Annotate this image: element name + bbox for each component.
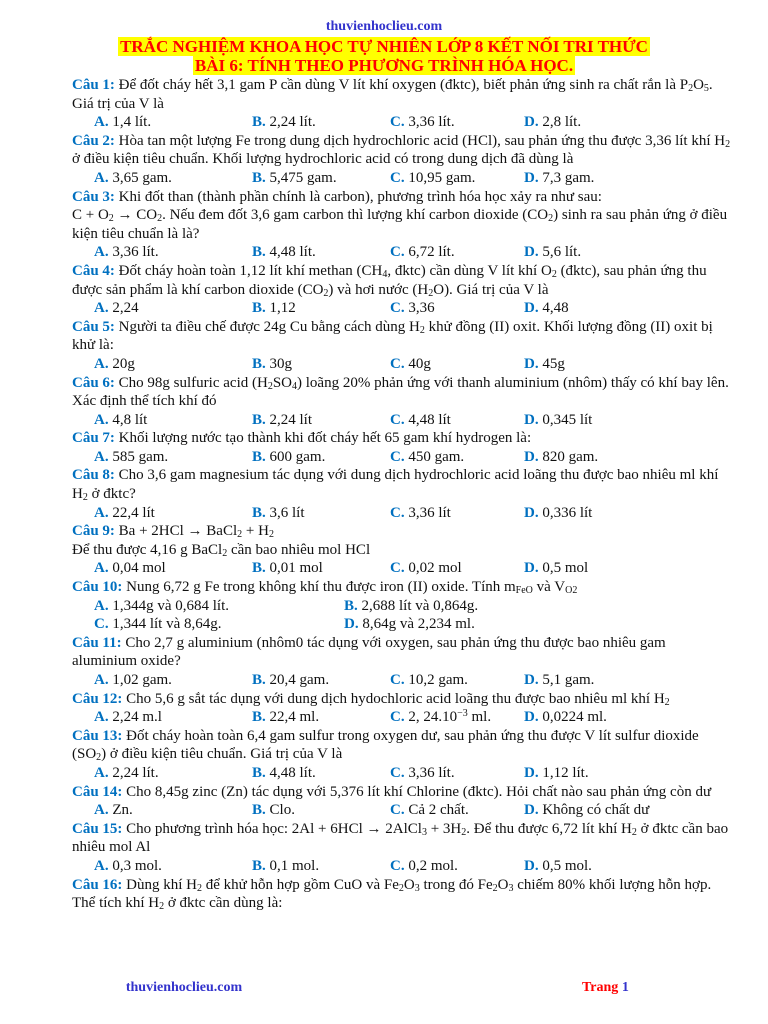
option-text: 0,04 mol: [108, 560, 166, 577]
lesson-title: BÀI 6: TÍNH THEO PHƯƠNG TRÌNH HÓA HỌC.: [194, 56, 574, 75]
answer-option[interactable]: [252, 857, 319, 876]
answer-option[interactable]: [252, 169, 337, 188]
question-label: Câu 9:: [72, 523, 115, 540]
answer-option[interactable]: [252, 801, 295, 820]
answer-option[interactable]: [524, 243, 581, 262]
option-row: [72, 113, 732, 132]
option-row: [72, 801, 732, 820]
option-text: 4,8 lít: [108, 411, 148, 428]
question-list: [72, 76, 732, 913]
question-text: Người ta điều chế được 24g Cu bằng cách dùng $H_2$ khử đồng (II) oxit. Khối lượng đồng (II) oxit bị khử là:: [72, 318, 713, 354]
option-text: 1,4 lít.: [108, 114, 152, 131]
question-label: Câu 11:: [72, 634, 122, 651]
question-text: Cho phương trình hóa học: 2Al + 6HCl → 2AlCl$_3$ + $3H_2$. Để thu được 6,72 lít khí $H_2$ ở đktc cần bao nhiêu mol Al: [72, 820, 729, 856]
question-label: Câu 16:: [72, 876, 123, 893]
option-text: 3,36 lít.: [404, 764, 455, 781]
question-label: Câu 15:: [72, 820, 123, 837]
option-text: 5,6 lít.: [538, 244, 582, 261]
question-item: [72, 188, 732, 244]
option-text: 10,2 gam.: [404, 672, 468, 688]
option-letter: C.: [390, 764, 405, 781]
page-number: Trang 1: [582, 980, 629, 995]
option-text: 1,344g và 0,684 lít.: [108, 597, 230, 614]
option-letter: C.: [390, 504, 405, 521]
option-row: [72, 857, 732, 876]
page-title: TRẮC NGHIỆM KHOA HỌC TỰ NHIÊN LỚP 8 KẾT NỐI TRI THỨC: [120, 37, 648, 56]
question-label: Câu 3:: [72, 188, 115, 205]
answer-option[interactable]: [252, 113, 316, 132]
answer-option[interactable]: [390, 559, 462, 578]
question-label: Câu 5:: [72, 318, 115, 335]
option-text: 0,02 mol: [404, 560, 462, 577]
option-text: 2,24: [108, 300, 139, 317]
option-letter: B.: [252, 672, 266, 688]
option-letter: D.: [524, 114, 539, 131]
answer-option[interactable]: [390, 764, 455, 783]
question-text: Đốt cháy hoàn toàn 6,4 gam sulfur trong oxygen dư, sau phản ứng thu được V lít sulfur dioxide $(SO_2)$ ở điều kiện tiêu chuẩn. Giá trị của V là: [72, 727, 699, 764]
option-letter: A.: [94, 448, 109, 465]
option-letter: D.: [524, 504, 539, 521]
option-text: 5,475 gam.: [265, 169, 337, 186]
option-text: 3,36 lít: [404, 504, 451, 521]
option-row: [72, 448, 732, 467]
answer-option[interactable]: [252, 708, 319, 727]
answer-option[interactable]: [524, 113, 581, 132]
option-row: [72, 597, 732, 616]
question-text: Khi đốt than (thành phần chính là carbon), phương trình hóa học xảy ra như sau:: [114, 188, 602, 205]
option-letter: B.: [252, 300, 266, 317]
option-text: 3,65 gam.: [108, 169, 172, 186]
question-item: [72, 429, 732, 448]
question-item: [72, 690, 732, 709]
option-text: 1,344 lít và 8,64g.: [108, 616, 222, 633]
question-label: Câu 4:: [72, 262, 115, 279]
question-item: [72, 634, 732, 671]
option-text: 4,48: [538, 300, 569, 317]
answer-option[interactable]: [390, 671, 468, 690]
question-text: Cho 5,6 g sắt tác dụng với dung dịch hydochloric acid loãng thu được bao nhiêu ml khí $H_2$: [122, 690, 670, 708]
option-letter: D.: [524, 560, 539, 577]
option-text: 2,688 lít và 0,864g.: [357, 597, 479, 614]
option-row: [72, 615, 732, 634]
answer-option[interactable]: [390, 411, 451, 430]
answer-option[interactable]: [252, 504, 305, 523]
answer-option[interactable]: [524, 411, 592, 430]
option-letter: B.: [252, 504, 266, 521]
question-item: [72, 783, 732, 802]
question-label: Câu 10:: [72, 579, 123, 596]
answer-option[interactable]: [94, 764, 159, 783]
answer-option[interactable]: [524, 504, 592, 523]
header-site[interactable]: thuvienhoclieu.com: [325, 19, 443, 34]
question-text: Cho 8,45g zinc (Zn) tác dụng với 5,376 lít khí Chlorine (đktc). Hỏi chất nào sau phản ứng còn dư: [122, 783, 712, 800]
answer-option[interactable]: [252, 559, 323, 578]
question-item: [72, 262, 732, 299]
question-label: Câu 1:: [72, 77, 115, 93]
option-letter: A.: [94, 764, 109, 781]
answer-option[interactable]: [524, 671, 594, 690]
option-text: 1,12 lít.: [538, 764, 589, 781]
answer-option[interactable]: [94, 355, 135, 374]
option-text: 0,1 mol.: [265, 857, 320, 874]
question-item: [72, 132, 732, 169]
option-text: 20,4 gam.: [265, 672, 330, 688]
option-text: 0,345 lít: [538, 411, 593, 428]
option-letter: C.: [390, 560, 405, 577]
option-letter: B.: [252, 709, 266, 726]
option-text: Cả 2 chất.: [404, 802, 469, 819]
option-text: 20g: [108, 355, 135, 372]
option-letter: C.: [390, 672, 405, 688]
option-letter: A.: [94, 169, 109, 186]
option-letter: D.: [524, 802, 539, 819]
question-text: Ba + 2HCl → BaCl$_2$ + $H_2$: [114, 523, 274, 541]
option-letter: A.: [94, 300, 109, 317]
option-letter: C.: [390, 114, 405, 131]
option-letter: A.: [94, 709, 109, 726]
footer-site[interactable]: thuvienhoclieu.com: [125, 980, 243, 995]
question-label: Câu 12:: [72, 690, 123, 707]
answer-option[interactable]: [390, 801, 469, 820]
answer-option[interactable]: [390, 299, 435, 318]
option-letter: C.: [390, 244, 405, 261]
question-text: Dùng khí $H_2$ để khử hỗn hợp gồm CuO và $Fe_2O_3$ trong đó $Fe_2O_3$ chiếm 80% khối lượng hỗn hợp. Thể tích khí $H_2$ ở đktc cần dùng là:: [72, 876, 712, 913]
answer-option[interactable]: [94, 671, 172, 690]
option-letter: D.: [524, 300, 539, 317]
option-text: 4,48 lít.: [265, 764, 316, 781]
answer-option[interactable]: [390, 169, 475, 188]
answer-option[interactable]: [94, 299, 139, 318]
question-text: Hòa tan một lượng Fe trong dung dịch hydrochloric acid (HCl), sau phản ứng thu được 3,36 lít khí $H_2$ ở điều kiện tiêu chuẩn. Khối lượng hydrochloric acid có trong dung dịch đã dùng là: [72, 132, 731, 168]
option-letter: D.: [524, 857, 539, 874]
answer-option[interactable]: [94, 597, 229, 616]
question-item: [72, 727, 732, 764]
option-text: 7,3 gam.: [538, 169, 595, 186]
option-row: [72, 504, 732, 523]
answer-option[interactable]: [94, 169, 172, 188]
option-text: 2,24 lít.: [265, 114, 316, 131]
answer-option[interactable]: [94, 559, 166, 578]
option-letter: D.: [344, 616, 359, 633]
option-text: 1,12: [265, 300, 296, 317]
answer-option[interactable]: [390, 708, 491, 727]
question-text: Để đốt cháy hết 3,1 gam P cần dùng V lít khí oxygen (đktc), biết phản ứng sinh ra chất rắn là $P_2O_5$. Giá trị của V là: [72, 77, 713, 112]
option-text: 450 gam.: [404, 448, 465, 465]
answer-option[interactable]: [94, 708, 162, 727]
answer-option[interactable]: [390, 857, 458, 876]
option-text: 0,01 mol: [265, 560, 323, 577]
question-label: Câu 8:: [72, 467, 115, 484]
option-text: 0,3 mol.: [108, 857, 162, 874]
option-text: Clo.: [265, 802, 295, 819]
answer-option[interactable]: [524, 857, 592, 876]
question-item: [72, 466, 732, 503]
option-text: 5,1 gam.: [538, 672, 595, 688]
option-text: 45g: [538, 355, 565, 372]
option-letter: B.: [252, 411, 266, 428]
question-label: Câu 13:: [72, 727, 123, 744]
option-letter: C.: [390, 355, 405, 372]
question-item: [72, 578, 732, 597]
answer-option[interactable]: [390, 448, 464, 467]
question-item: [72, 522, 732, 559]
option-letter: B.: [252, 764, 266, 781]
option-text: 8,64g và 2,234 ml.: [358, 616, 475, 633]
option-text: 30g: [265, 355, 293, 372]
answer-option[interactable]: [524, 299, 569, 318]
question-text: Đốt cháy hoàn toàn 1,12 lít khí methan ($CH_4$, đktc) cần dùng V lít khí $O_2$ (đktc), sau phản ứng thu được sản phẩm là khí carbon dioxide $(CO_2)$ và hơi nước $(H_2O)$. Giá trị của V là: [72, 262, 707, 299]
option-letter: C.: [390, 300, 405, 317]
answer-option[interactable]: [94, 801, 133, 820]
answer-option[interactable]: [94, 448, 168, 467]
option-text: 2,8 lít.: [538, 114, 582, 131]
question-text: Cho 3,6 gam magnesium tác dụng với dung dịch hydrochloric acid loãng thu được bao nhiêu ml khí $H_2$ ở đktc?: [72, 467, 719, 504]
option-letter: D.: [524, 764, 539, 781]
question-item: [72, 820, 732, 857]
option-text: 22,4 lít: [108, 504, 155, 521]
option-letter: D.: [524, 244, 539, 261]
option-letter: A.: [94, 560, 109, 577]
question-label: Câu 6:: [72, 374, 115, 391]
option-text: 0,2 mol.: [404, 857, 458, 874]
answer-option[interactable]: [524, 355, 565, 374]
option-letter: C.: [390, 709, 405, 726]
option-row: [72, 671, 732, 690]
option-letter: B.: [252, 802, 266, 819]
option-letter: B.: [252, 244, 266, 261]
option-text: Không có chất dư: [538, 802, 650, 819]
option-letter: D.: [524, 448, 539, 465]
option-row: [72, 243, 732, 262]
question-text: Cho 98g sulfuric acid $(H_2SO_4)$ loãng 20% phản ứng với thanh aluminium (nhôm) thấy có khí bay lên. Xác định thể tích khí đó: [72, 374, 729, 410]
option-row: [72, 169, 732, 188]
option-letter: C.: [94, 616, 109, 633]
answer-option[interactable]: [390, 355, 431, 374]
question-item: [72, 876, 732, 913]
question-text: Khối lượng nước tạo thành khi đốt cháy hết 65 gam khí hydrogen là:: [114, 430, 532, 447]
option-text: 3,36 lít.: [404, 114, 455, 131]
option-letter: A.: [94, 355, 109, 372]
option-letter: B.: [252, 560, 266, 577]
option-text: 3,6 lít: [265, 504, 305, 521]
option-row: [72, 299, 732, 318]
option-text: 40g: [404, 355, 431, 372]
option-text: 600 gam.: [265, 448, 326, 465]
question-text: Để thu được 4,16 g BaCl$_2$ cần bao nhiêu mol HCl: [72, 541, 371, 559]
option-letter: C.: [390, 411, 405, 428]
option-letter: B.: [252, 448, 266, 465]
option-letter: D.: [524, 411, 539, 428]
option-text: 3,36 lít.: [108, 244, 159, 261]
answer-option[interactable]: [94, 615, 222, 634]
option-row: [72, 708, 732, 727]
question-text: $C + O_2 \to CO_2$. Nếu đem đốt 3,6 gam carbon thì lượng khí carbon dioxide $(CO_2)$ sinh ra sau phản ứng ở điều kiện tiêu chuẩn là là?: [72, 207, 728, 242]
question-item: [72, 318, 732, 355]
answer-option[interactable]: [252, 764, 316, 783]
answer-option[interactable]: [390, 243, 455, 262]
option-letter: A.: [94, 672, 109, 688]
option-letter: C.: [390, 857, 405, 874]
option-text: 22,4 ml.: [265, 709, 320, 726]
answer-option[interactable]: [524, 801, 649, 820]
answer-option[interactable]: [524, 764, 589, 783]
option-letter: A.: [94, 114, 109, 131]
option-letter: B.: [252, 857, 266, 874]
option-text: 0,5 mol: [538, 560, 589, 577]
option-letter: A.: [94, 597, 109, 614]
question-label: Câu 14:: [72, 783, 123, 800]
answer-option[interactable]: [94, 857, 162, 876]
option-letter: D.: [524, 709, 539, 726]
answer-option[interactable]: [252, 355, 292, 374]
option-letter: A.: [94, 857, 109, 874]
answer-option[interactable]: [390, 113, 455, 132]
option-text: 3,36: [404, 300, 435, 317]
option-row: [72, 355, 732, 374]
option-text: 2,24 m.l: [108, 709, 162, 726]
option-letter: A.: [94, 411, 109, 428]
option-text: Zn.: [108, 802, 133, 819]
option-letter: C.: [390, 169, 405, 186]
answer-option[interactable]: [252, 448, 325, 467]
answer-option[interactable]: [524, 559, 588, 578]
option-letter: D.: [524, 355, 539, 372]
answer-option[interactable]: [344, 615, 475, 634]
option-text: 4,48 lít: [404, 411, 451, 428]
answer-option[interactable]: [94, 243, 159, 262]
option-letter: B.: [252, 355, 266, 372]
option-row: [72, 764, 732, 783]
answer-option[interactable]: [524, 448, 598, 467]
option-text: 0,0224 ml.: [538, 709, 607, 726]
option-text: 0,5 mol.: [538, 857, 592, 874]
option-letter: D.: [524, 169, 539, 186]
question-text: Nung 6,72 g Fe trong không khí thu được iron (II) oxide. Tính $m_{FeO}$ và $V_{O2}$: [122, 579, 578, 597]
option-text: 2, $24.10^{-3}$ ml.: [404, 708, 492, 726]
option-letter: B.: [344, 597, 358, 614]
answer-option[interactable]: [94, 113, 151, 132]
option-letter: C.: [390, 448, 405, 465]
option-letter: A.: [94, 802, 109, 819]
option-text: 2,24 lít: [265, 411, 313, 428]
answer-option[interactable]: [252, 671, 329, 690]
option-text: 6,72 lít.: [404, 244, 455, 261]
answer-option[interactable]: [252, 243, 316, 262]
option-letter: D.: [524, 672, 539, 688]
option-text: 820 gam.: [538, 448, 599, 465]
option-letter: A.: [94, 244, 109, 261]
question-item: [72, 374, 732, 411]
option-text: 2,24 lít.: [108, 764, 159, 781]
option-letter: C.: [390, 802, 405, 819]
answer-option[interactable]: [524, 708, 607, 727]
answer-option[interactable]: [390, 504, 451, 523]
answer-option[interactable]: [524, 169, 594, 188]
answer-option[interactable]: [94, 411, 147, 430]
option-text: 0,336 lít: [538, 504, 593, 521]
answer-option[interactable]: [344, 597, 478, 616]
option-text: 1,02 gam.: [108, 672, 172, 688]
question-text: Cho 2,7 g aluminium (nhôm0 tác dụng với oxygen, sau phản ứng thu được bao nhiêu gam aluminium oxide?: [72, 634, 666, 670]
option-letter: A.: [94, 504, 109, 521]
option-letter: B.: [252, 169, 266, 186]
question-label: Câu 2:: [72, 132, 115, 149]
answer-option[interactable]: [252, 299, 296, 318]
answer-option[interactable]: [252, 411, 312, 430]
question-label: Câu 7:: [72, 430, 115, 447]
option-letter: B.: [252, 114, 266, 131]
question-item: [72, 76, 732, 113]
option-row: [72, 411, 732, 430]
option-text: 4,48 lít.: [265, 244, 316, 261]
option-text: 10,95 gam.: [404, 169, 476, 186]
option-row: [72, 559, 732, 578]
option-text: 585 gam.: [108, 448, 169, 465]
answer-option[interactable]: [94, 504, 155, 523]
